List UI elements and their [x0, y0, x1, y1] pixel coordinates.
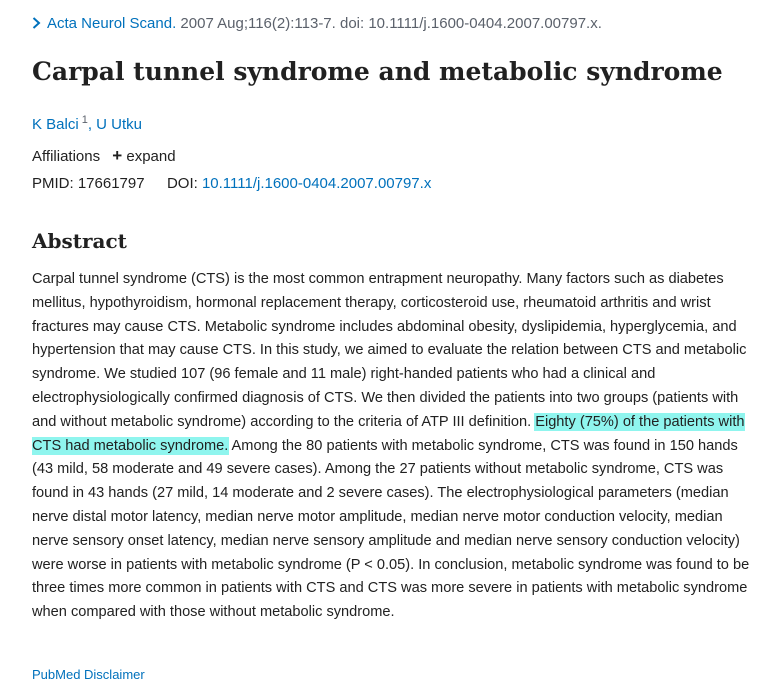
- affiliation-ref[interactable]: 1: [81, 114, 88, 126]
- expand-label[interactable]: expand: [126, 148, 176, 165]
- doi-link[interactable]: 10.1111/j.1600-0404.2007.00797.x: [201, 175, 432, 192]
- highlighted-sentence: Eighty (75%) of the patients with CTS had metabolic syndrome.: [32, 413, 745, 454]
- journal-link[interactable]: Acta Neurol Scand.: [47, 15, 177, 32]
- article-title: Carpal tunnel syndrome and metabolic syndrome: [32, 57, 723, 86]
- author-list: [32, 110, 142, 135]
- affiliations-toggle[interactable]: [32, 146, 176, 167]
- plus-icon[interactable]: +: [112, 146, 123, 165]
- abstract-text-after: Among the 80 patients with metabolic syndrome, CTS was found in 150 hands (43 mild, 58 moderate and 49 severe cases). Among the 27 patients without metabolic syndrome, CTS was found in 43 hands (27 mild, 14 moderate and 2 severe cases). The electrophysiological parameters (median nerve distal motor latency, median nerve motor amplitude, median nerve motor conduction velocity, median nerve sensory onset latency, median nerve sensory amplitude and median nerve sensory conduction velocity) were worse in patients with metabolic syndrome (P < 0.05). In conclusion, metabolic syndrome was found to be three times more common in patients with CTS and CTS was more severe in patients with metabolic syndrome when compared with those without metabolic syndrome.: [32, 437, 750, 621]
- pubmed-disclaimer-link[interactable]: PubMed Disclaimer: [32, 667, 145, 682]
- abstract-text-before: Carpal tunnel syndrome (CTS) is the most common entrapment neuropathy. Many factors such as diabetes mellitus, hypothyroidism, hormonal replacement therapy, corticosteroid use, rheumatoid arthritis and wrist fractures may cause CTS. Metabolic syndrome includes abdominal obesity, dyslipidemia, hyperglycemia, and hypertension that may cause CTS. In this study, we aimed to evaluate the relation between CTS and metabolic syndrome. We studied 107 (96 female and 11 male) right-handed patients who had a clinical and electrophysiologically confirmed diagnosis of CTS. We then divided the patients into two groups (patients with and without metabolic syndrome) according to the criteria of ATP III definition.: [32, 271, 747, 430]
- affiliations-label: Affiliations: [32, 148, 101, 165]
- author-link[interactable]: U Utku: [96, 116, 142, 133]
- abstract-text: [32, 268, 760, 625]
- author-link[interactable]: K Balci: [32, 116, 79, 133]
- pmid-label: PMID:: [32, 175, 74, 192]
- pmid-value: 17661797: [77, 175, 145, 192]
- article-identifiers: [32, 174, 431, 194]
- citation-details: 2007 Aug;116(2):113-7. doi: 10.1111/j.1600-0404.2007.00797.x.: [180, 15, 602, 32]
- journal-citation: [32, 14, 602, 34]
- doi-label: DOI:: [166, 175, 198, 192]
- chevron-right-icon[interactable]: [32, 14, 41, 34]
- author-separator: ,: [87, 116, 97, 133]
- abstract-heading: Abstract: [32, 229, 127, 253]
